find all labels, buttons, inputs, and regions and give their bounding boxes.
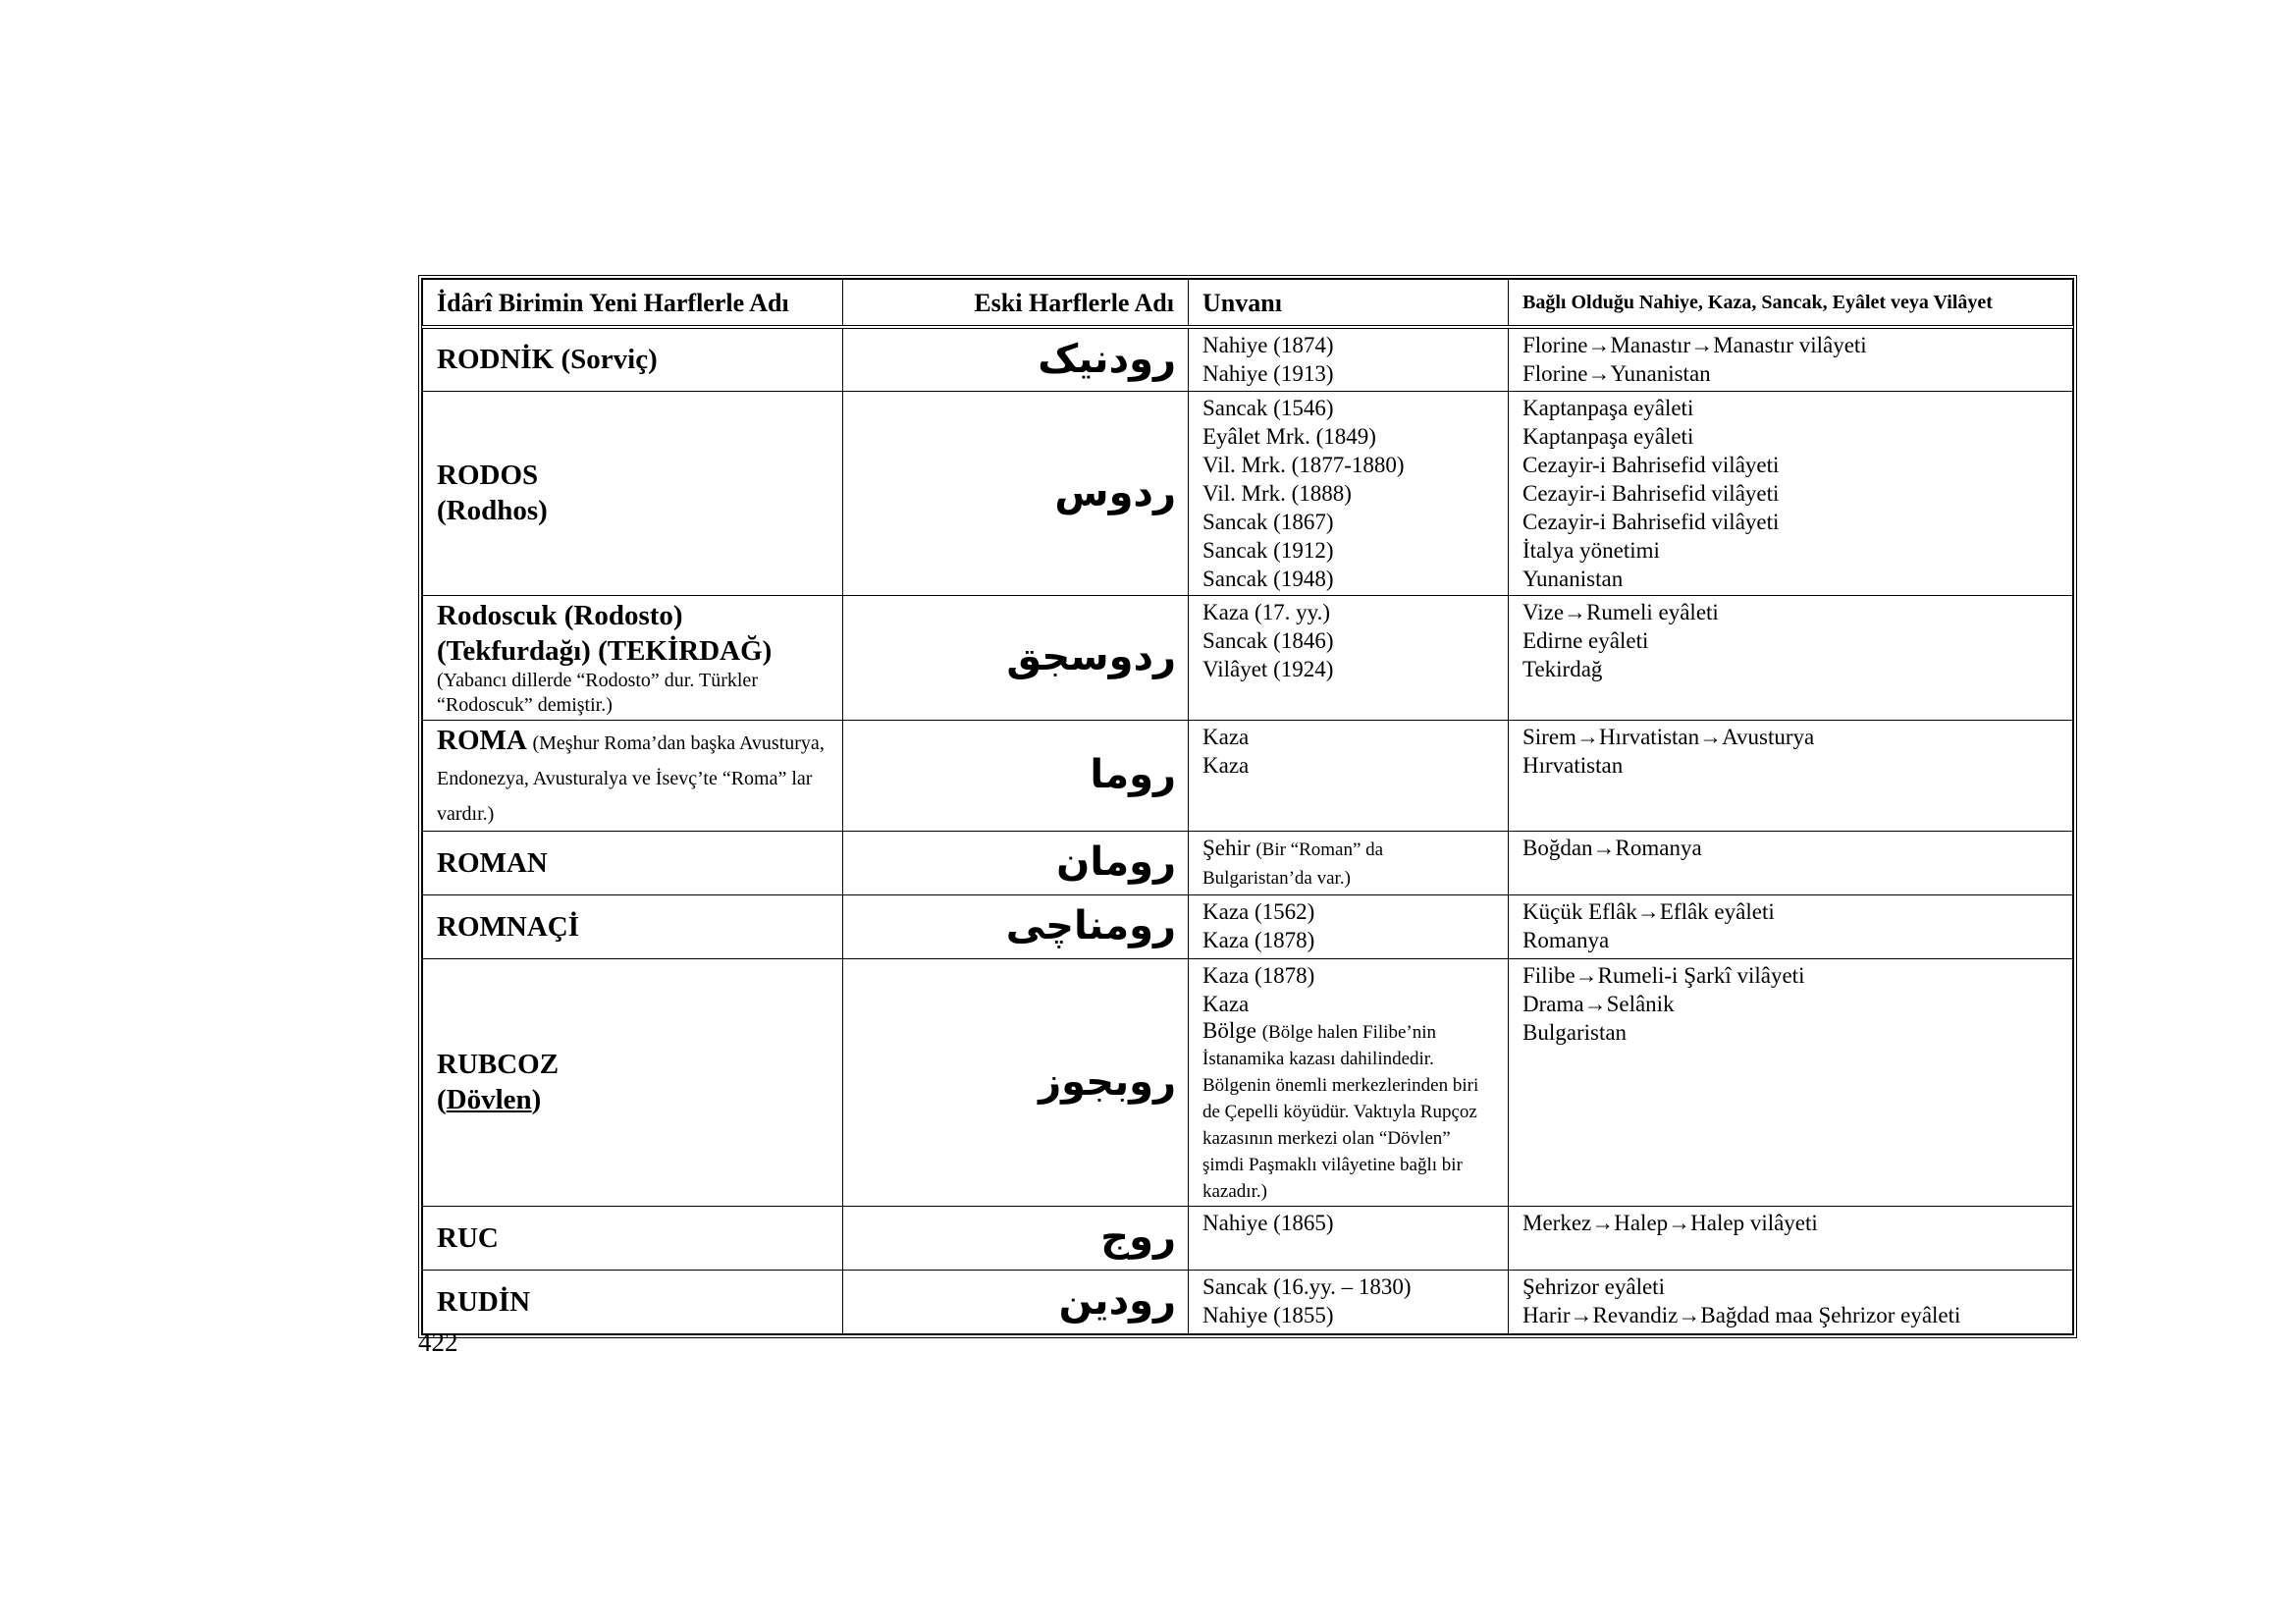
- old-script-name: روما: [843, 720, 1189, 831]
- table-row: [423, 327, 2073, 391]
- old-script-name: ردوسجق: [843, 595, 1189, 720]
- unit-name: RUDİN: [423, 1270, 843, 1333]
- unit-affiliations: Filibe→Rumeli-i Şarkî vilâyeti Drama→Selânik Bulgaristan: [1509, 958, 2073, 1206]
- unit-name: Rodoscuk (Rodosto) (Tekfurdağı) (TEKİRDAĞ) (Yabancı dillerde “Rodosto” dur. Türkler “Rodoscuk” demiştir.): [423, 595, 843, 720]
- unit-affiliations: Küçük Eflâk→Eflâk eyâleti Romanya: [1509, 894, 2073, 958]
- unit-name: RUC: [423, 1206, 843, 1270]
- table-row: [423, 595, 2073, 720]
- unit-affiliations: Kaptanpaşa eyâleti Kaptanpaşa eyâleti Cezayir-i Bahrisefid vilâyeti Cezayir-i Bahrisefid vilâyeti Cezayir-i Bahrisefid vilâyeti İtalya yönetimi Yunanistan: [1509, 391, 2073, 595]
- gazetteer-table-frame: [418, 275, 2077, 1338]
- unit-titles: Şehir (Bir “Roman” da Bulgaristan’da var.): [1189, 831, 1509, 894]
- table-row: [423, 831, 2073, 894]
- unit-affiliations: Sirem→Hırvatistan→Avusturya Hırvatistan: [1509, 720, 2073, 831]
- table-row: [423, 391, 2073, 595]
- unit-affiliations: Şehrizor eyâleti Harir→Revandiz→Bağdad maa Şehrizor eyâleti: [1509, 1270, 2073, 1333]
- header-title: Unvanı: [1189, 280, 1509, 328]
- unit-affiliations: Vize→Rumeli eyâleti Edirne eyâleti Tekirdağ: [1509, 595, 2073, 720]
- old-script-name: روبجوز: [843, 958, 1189, 1206]
- gazetteer-table: [422, 279, 2073, 1334]
- unit-titles: Kaza (1562) Kaza (1878): [1189, 894, 1509, 958]
- title-note: (Bölge halen Filibe’nin İstanamika kazası dahilindedir. Bölgenin önemli merkezlerinden biri de Çepelli köyüdür. Vaktıyla Rupçoz kazasının merkezi olan “Dövlen” şimdi Paşmaklı vilâyetine bağlı bir kazadır.): [1202, 1021, 1479, 1202]
- header-new-name: İdârî Birimin Yeni Harflerle Adı: [423, 280, 843, 328]
- table-row: [423, 720, 2073, 831]
- unit-affiliations: Merkez→Halep→Halep vilâyeti: [1509, 1206, 2073, 1270]
- unit-name: RUBCOZ (Dövlen): [423, 958, 843, 1206]
- unit-titles: Kaza Kaza: [1189, 720, 1509, 831]
- table-row: [423, 1206, 2073, 1270]
- old-script-name: رومان: [843, 831, 1189, 894]
- unit-name: ROMAN: [423, 831, 843, 894]
- unit-affiliations: Boğdan→Romanya: [1509, 831, 2073, 894]
- unit-titles: Nahiye (1865): [1189, 1206, 1509, 1270]
- unit-name-note: (Yabancı dillerde “Rodosto” dur. Türkler “Rodoscuk” demiştir.): [437, 669, 758, 716]
- unit-name: RODOS (Rodhos): [423, 391, 843, 595]
- unit-titles: Sancak (1546) Eyâlet Mrk. (1849) Vil. Mrk. (1877-1880) Vil. Mrk. (1888) Sancak (1867) Sancak (1912) Sancak (1948): [1189, 391, 1509, 595]
- old-script-name: رودين: [843, 1270, 1189, 1333]
- unit-name-note: (Meşhur Roma’dan başka Avusturya, Endonezya, Avusturalya ve İsevç’te “Roma” lar vardır.): [437, 731, 825, 825]
- unit-affiliations: Florine→Manastır→Manastır vilâyeti Florine→Yunanistan: [1509, 327, 2073, 391]
- table-header-row: [423, 280, 2073, 328]
- table-row: [423, 958, 2073, 1206]
- unit-titles: Nahiye (1874) Nahiye (1913): [1189, 327, 1509, 391]
- unit-titles: Kaza (17. yy.) Sancak (1846) Vilâyet (1924): [1189, 595, 1509, 720]
- unit-name: RODNİK (Sorviç): [423, 327, 843, 391]
- unit-titles: Sancak (16.yy. – 1830) Nahiye (1855): [1189, 1270, 1509, 1333]
- old-script-name: رودنيک: [843, 327, 1189, 391]
- unit-name: ROMNAÇİ: [423, 894, 843, 958]
- table-row: [423, 894, 2073, 958]
- unit-name: ROMA (Meşhur Roma’dan başka Avusturya, Endonezya, Avusturalya ve İsevç’te “Roma” lar vardır.): [423, 720, 843, 831]
- header-old-name: Eski Harflerle Adı: [843, 280, 1189, 328]
- old-script-name: رومناچى: [843, 894, 1189, 958]
- old-script-name: روج: [843, 1206, 1189, 1270]
- old-script-name: ردوس: [843, 391, 1189, 595]
- table-row: [423, 1270, 2073, 1333]
- underlined-name: Dövlen: [446, 1084, 532, 1115]
- page-number: 422: [418, 1327, 458, 1357]
- header-affiliation: Bağlı Olduğu Nahiye, Kaza, Sancak, Eyâlet veya Vilâyet: [1509, 280, 2073, 328]
- unit-titles: Kaza (1878) Kaza Bölge (Bölge halen Filibe’nin İstanamika kazası dahilindedir. Bölgenin önemli merkezlerinden biri de Çepelli köyüdür. Vaktıyla Rupçoz kazasının merkezi olan “Dövlen” şimdi Paşmaklı vilâyetine bağlı bir kazadır.): [1189, 958, 1509, 1206]
- title-note: (Bir “Roman” da Bulgaristan’da var.): [1202, 839, 1384, 889]
